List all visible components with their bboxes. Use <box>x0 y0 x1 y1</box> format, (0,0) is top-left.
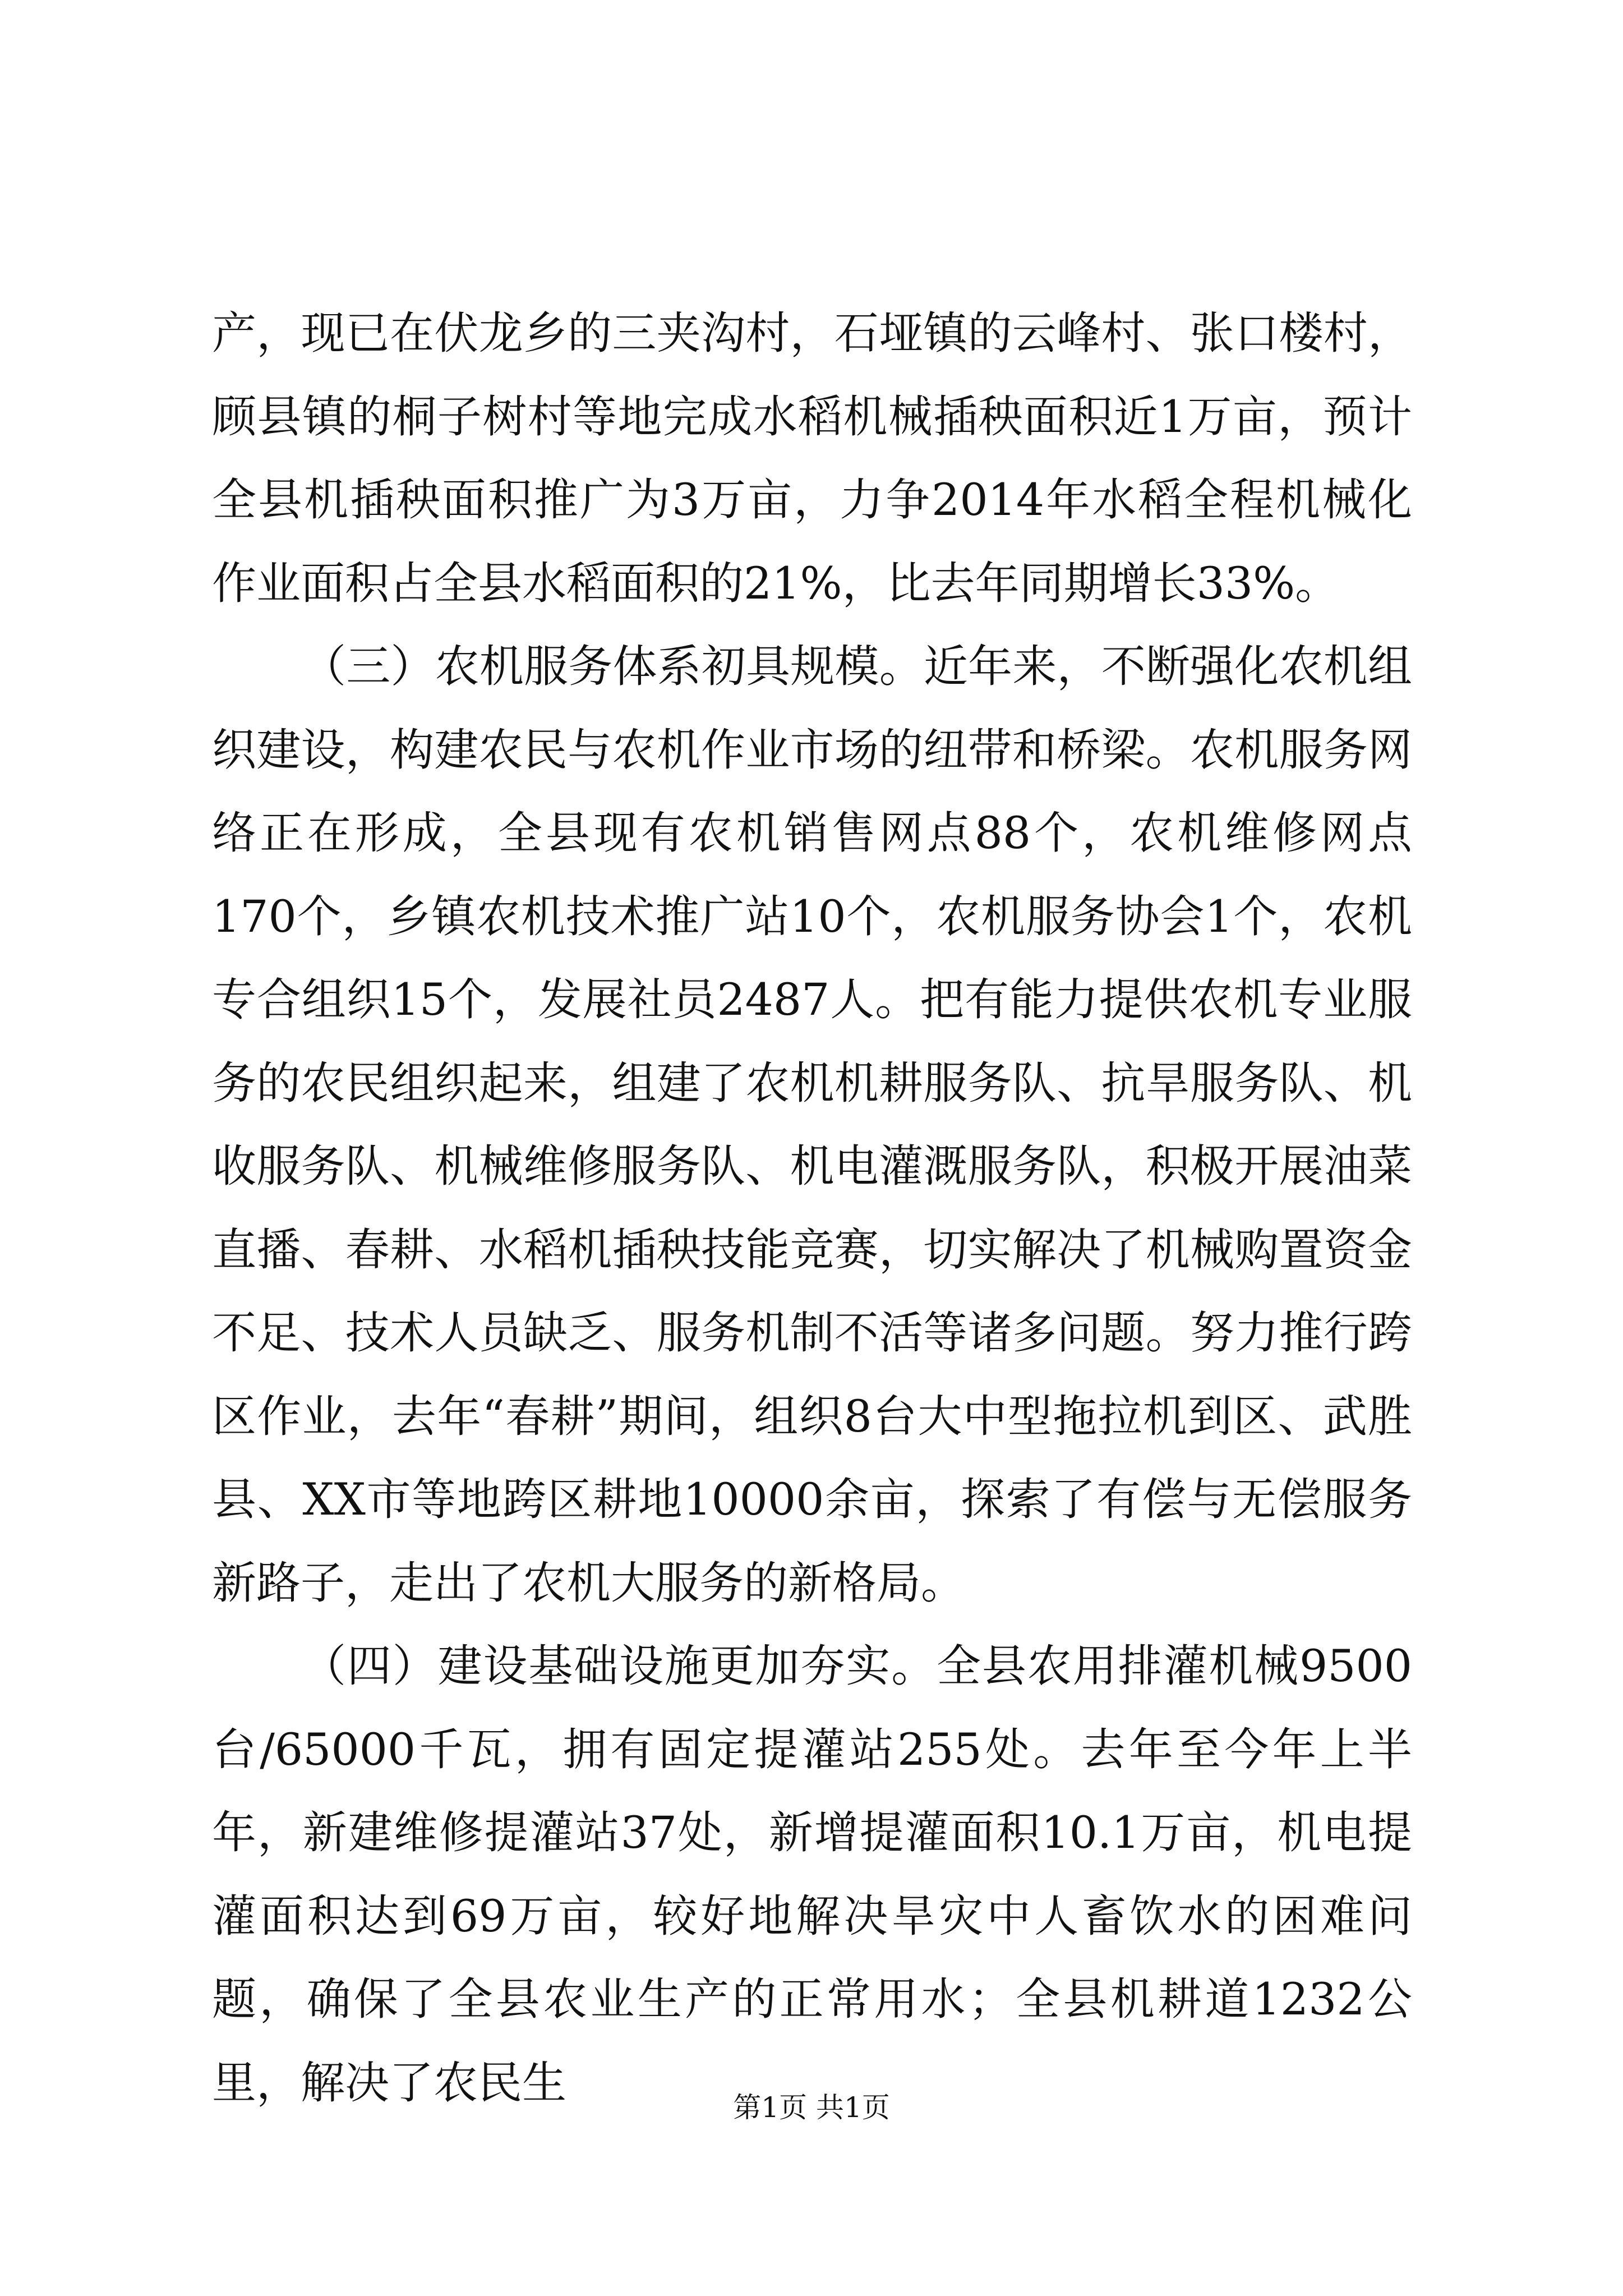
paragraph-service-system: （三）农机服务体系初具规模。近年来，不断强化农机组织建设，构建农民与农机作业市场的纽带和桥梁。农机服务网络正在形成，全县现有农机销售网点88个，农机维修网点170个，乡镇农机技术推广站10个，农机服务协会1个，农机专合组织15个，发展社员2487人。把有能力提供农机专业服务的农民组织起来，组建了农机机耕服务队、抗旱服务队、机收服务队、机械维修服务队、机电灌溉服务队，积极开展油菜直播、春耕、水稻机插秧技能竞赛，切实解决了机械购置资金不足、技术人员缺乏、服务机制不活等诸多问题。努力推行跨区作业，去年“春耕”期间，组织8台大中型拖拉机到区、武胜县、XX市等地跨区耕地10000余亩，探索了有偿与无偿服务新路子，走出了农机大服务的新格局。 <box>212 641 1412 1609</box>
page-footer: 第1页 共1页 <box>733 2091 890 2124</box>
document-body <box>212 292 1412 2124</box>
paragraph-infrastructure: （四）建设基础设施更加夯实。全县农用排灌机械9500台/65000千瓦，拥有固定提灌站255处。去年至今年上半年，新建维修提灌站37处，新增提灌面积10.1万亩，机电提灌面积达到69万亩，较好地解决旱灾中人畜饮水的困难问题，确保了全县农业生产的正常用水；全县机耕道1232公里，解决了农民生 <box>212 1640 1412 2109</box>
paragraph-continuation: 产，现已在伏龙乡的三夹沟村，石垭镇的云峰村、张口楼村，顾县镇的桐子树村等地完成水稻机械插秧面积近1万亩，预计全县机插秧面积推广为3万亩，力争2014年水稻全程机械化作业面积占全县水稻面积的21%，比去年同期增长33%。 <box>212 307 1412 609</box>
